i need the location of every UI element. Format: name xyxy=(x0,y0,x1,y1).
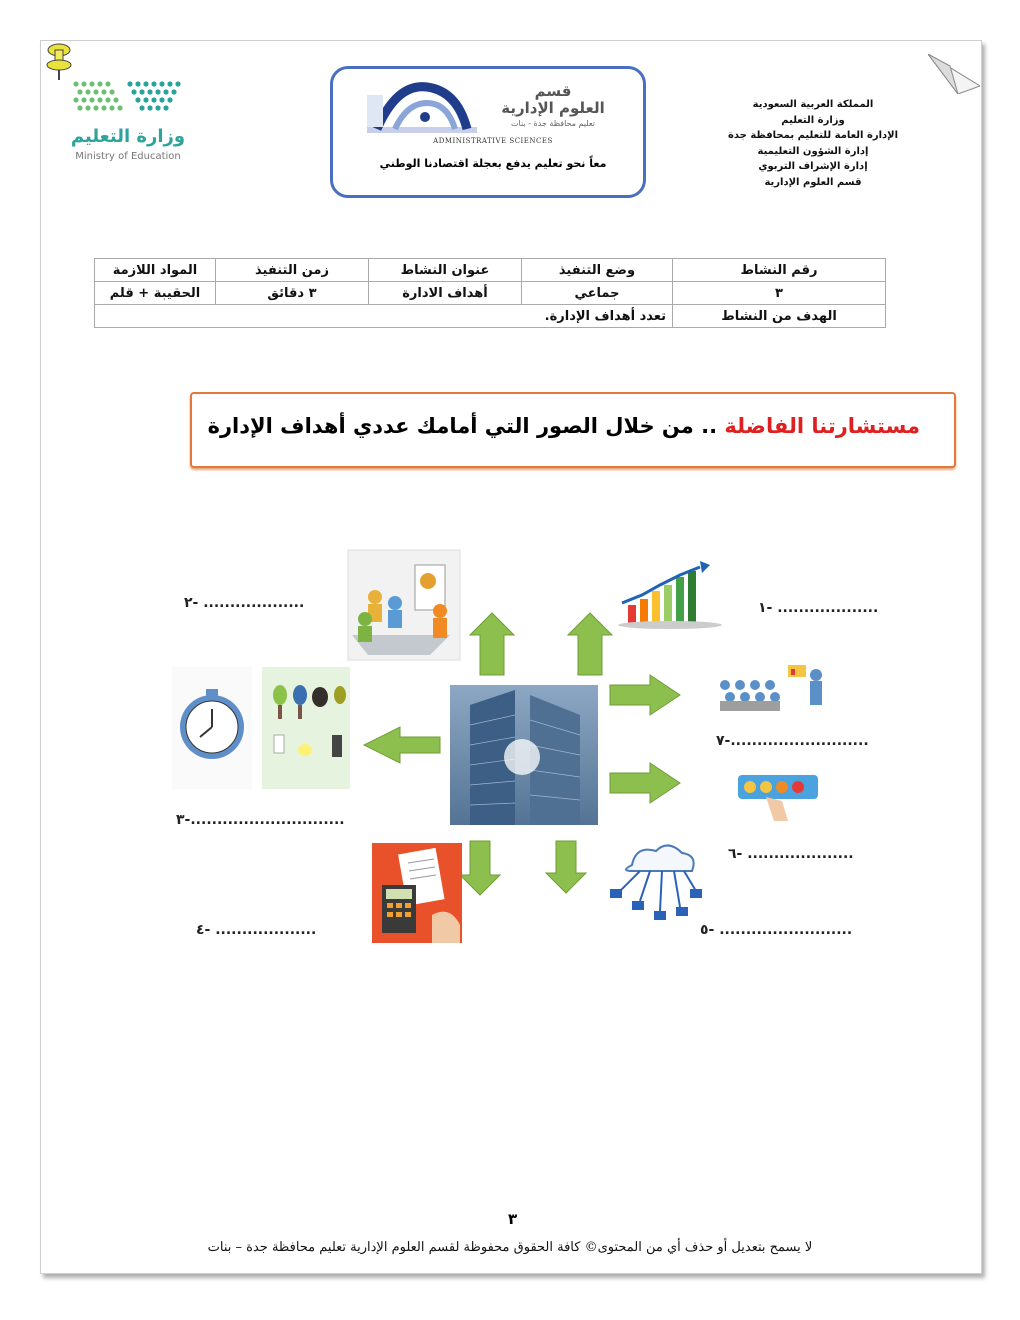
answer-line-7[interactable]: ٧-.......................... xyxy=(716,733,869,749)
pushpin-icon xyxy=(44,42,74,82)
header-execution-time: زمن التنفيذ xyxy=(216,259,369,282)
team-meeting-image xyxy=(348,550,460,660)
arrow-down-left-icon xyxy=(460,841,500,895)
header-activity-title: عنوان النشاط xyxy=(369,259,522,282)
letterhead xyxy=(718,97,908,190)
skyscraper-image xyxy=(450,685,598,825)
ministry-logo xyxy=(68,78,198,168)
department-emblem-icon xyxy=(367,81,477,135)
table-row xyxy=(95,282,886,305)
growth-chart-image xyxy=(618,561,728,629)
header-execution-mode: وضع التنفيذ xyxy=(522,259,673,282)
value-execution-time: ٣ دقائق xyxy=(216,282,369,305)
value-materials: الحقيبة + قلم xyxy=(95,282,216,305)
letterhead-line: إدارة الشؤون التعليمية xyxy=(757,145,869,157)
clock-image xyxy=(172,667,252,789)
answer-line-1[interactable]: ١- ................... xyxy=(758,600,879,616)
arrow-right-bottom-icon xyxy=(610,763,680,803)
instruction-body: .. من خلال الصور التي أمامك عددي أهداف الإدارة xyxy=(207,414,725,438)
goal-label: الهدف من النشاط xyxy=(673,305,886,328)
letterhead-line: إدارة الإشراف التربوي xyxy=(758,161,868,172)
logo-title-line1: قسم xyxy=(534,82,572,100)
instruction-text xyxy=(208,414,920,438)
logo-subtitle: تعليم محافظة جدة - بنات xyxy=(510,119,596,128)
header-activity-number: رقم النشاط xyxy=(673,259,886,282)
ministry-english-name: Ministry of Education xyxy=(75,151,181,162)
ministry-emblem-icon xyxy=(68,78,188,124)
table-header-row xyxy=(95,259,886,282)
page-number: ٣ xyxy=(508,1210,518,1228)
page-fold-icon xyxy=(928,54,980,94)
answer-line-5[interactable]: ٥- ......................... xyxy=(700,922,853,938)
answer-line-2[interactable]: ٢- ................... xyxy=(184,595,305,611)
activity-table xyxy=(94,258,886,328)
arrow-right-top-icon xyxy=(610,675,680,715)
letterhead-line: قسم العلوم الإدارية xyxy=(764,176,862,188)
header-materials: المواد اللازمة xyxy=(95,259,216,282)
calculator-documents-image xyxy=(372,843,462,943)
ministry-arabic-name: وزارة التعليم xyxy=(70,126,186,147)
arrow-left-icon xyxy=(364,727,440,763)
answer-line-4[interactable]: ٤- ................... xyxy=(196,922,317,938)
value-activity-title: أهداف الادارة xyxy=(369,282,522,305)
cloud-network-image xyxy=(598,841,702,939)
arrow-up-left-icon xyxy=(470,613,514,675)
value-activity-number: ٣ xyxy=(673,282,886,305)
letterhead-line: الإدارة العامة للتعليم بمحافظة جدة xyxy=(727,130,899,141)
answer-line-3[interactable]: ٣-............................. xyxy=(176,812,345,828)
department-logo xyxy=(330,66,646,198)
arrow-up-right-icon xyxy=(568,613,612,675)
logo-english: ADMINISTRATIVE SCIENCES xyxy=(433,137,553,145)
value-execution-mode: جماعي xyxy=(522,282,673,305)
logo-title xyxy=(478,83,628,117)
arrow-down-right-icon xyxy=(546,841,586,893)
copyright-notice: لا يسمح بتعديل أو حذف أي من المحتوى© كافة الحقوق محفوظة لقسم العلوم الإدارية تعليم محافظة جدة – بنات xyxy=(207,1240,813,1255)
logo-slogan: معاً نحو تعليم يدفع بعجلة اقتصادنا الوطني xyxy=(379,157,607,170)
instruction-box xyxy=(190,392,956,468)
feedback-rating-image xyxy=(726,759,830,823)
plants-growth-image xyxy=(262,667,350,789)
instruction-highlight: مستشارتنا الفاضلة xyxy=(724,414,920,438)
goal-value: تعدد أهداف الإدارة. xyxy=(95,305,673,328)
letterhead-line: وزارة التعليم xyxy=(781,114,845,126)
letterhead-line: المملكة العربية السعودية xyxy=(752,99,874,110)
answer-line-6[interactable]: ٦- .................... xyxy=(728,846,854,862)
table-row xyxy=(95,305,886,328)
audience-presentation-image xyxy=(710,661,830,723)
logo-title-line2: العلوم الإدارية xyxy=(501,99,605,117)
